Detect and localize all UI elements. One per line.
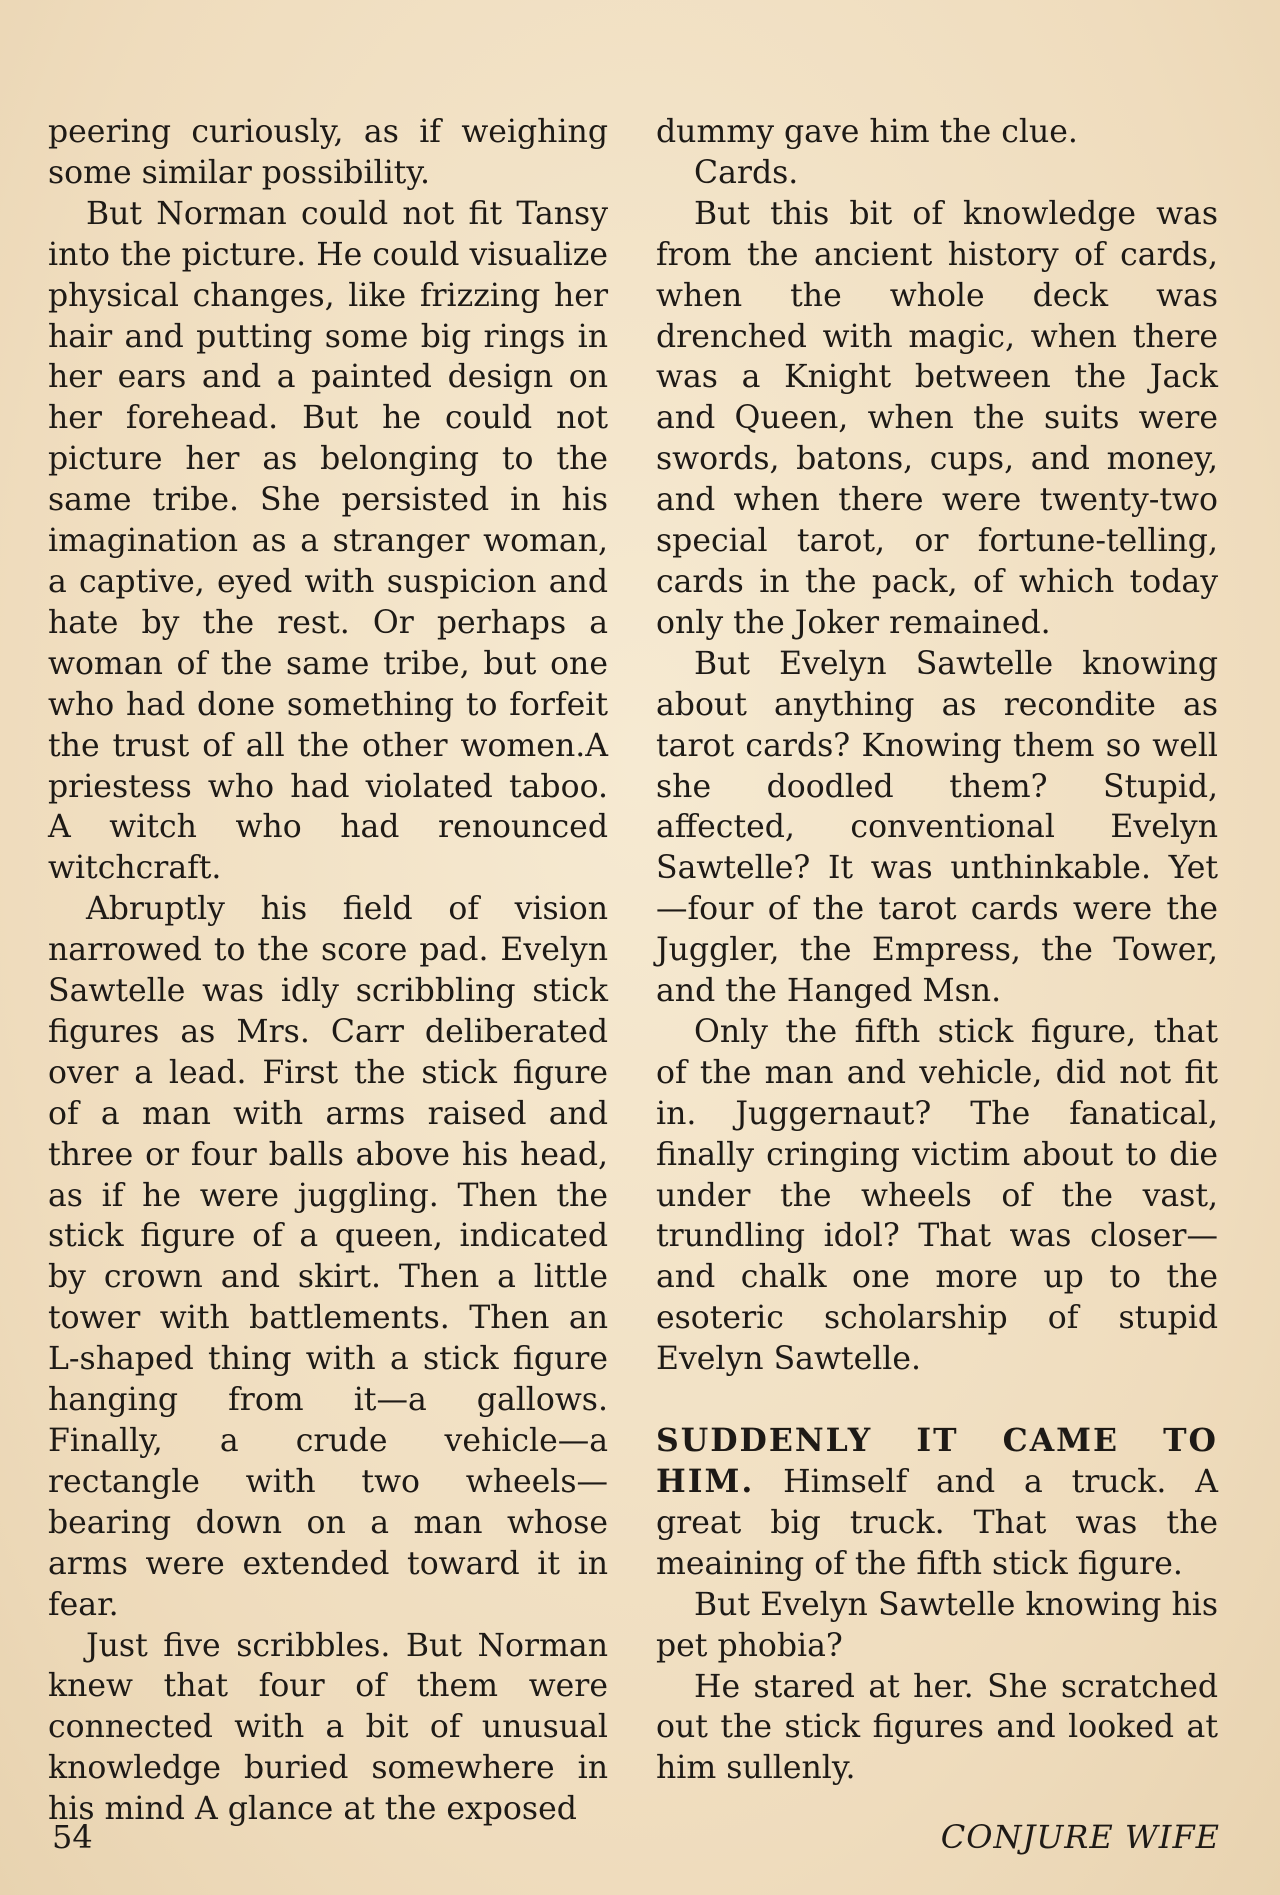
- page-number: 54: [52, 1818, 93, 1856]
- paragraph: He stared at her. She scratched out the stick figures and looked at him sullenly.: [656, 1668, 1218, 1787]
- paragraph: But Evelyn Sawtelle knowing about anything as recondite as tarot cards? Knowing them so well she doodled them? Stupid, affected, conventional Evelyn Sawtelle? It was unthinkable. Yet—four of the tarot cards were the Juggler, the Empress, the Tower, and the Hanged Msn.: [656, 645, 1218, 1010]
- paragraph: Only the fifth stick figure, that of the man and vehicle, did not fit in. Juggernaut? The fanatical, finally cringing victim about to die under the wheels of the vast, trundling idol? That was closer—and chalk one more up to the esoteric scholarship of stupid Evelyn Sawtelle.: [656, 1013, 1218, 1378]
- paragraph: Cards.: [694, 154, 799, 191]
- paragraph: Abruptly his field of vision narrowed to the score pad. Evelyn Sawtelle was idly scribbling stick figures as Mrs. Carr deliberated over a lead. First the stick figure of a man with arms raised and three or four balls above his head, as if he were juggling. Then the stick figure of a queen, indicated by crown and skirt. Then a little tower with battlements. Then an L-shaped thing with a stick figure hanging from it—a gallows. Finally, a crude vehicle—a rectangle with two wheels—bearing down on a man whose arms were extended toward it in fear.: [48, 891, 608, 1623]
- section-opening-paragraph: [656, 1421, 1218, 1585]
- section-lead-text: Himself and a truck. A great big truck. That was the meaining of the fifth stick figure.: [656, 1464, 1218, 1582]
- right-column: [656, 112, 1218, 1789]
- paragraph: But Evelyn Sawtelle knowing his pet phobia?: [656, 1586, 1218, 1664]
- section-lead-caps: SUDDENLY IT CAME TO HIM.: [656, 1422, 1218, 1500]
- paragraph: peering curiously, as if weighing some similar possibility.: [48, 114, 608, 191]
- paragraph: Just five scribbles. But Norman knew that four of them were connected with a bit of unusual knowledge buried somewhere in his mind A glance at the exposed: [48, 1627, 608, 1828]
- paragraph: dummy gave him the clue.: [656, 114, 1078, 150]
- running-title: CONJURE WIFE: [940, 1818, 1220, 1856]
- paragraph: But this bit of knowledge was from the ancient history of cards, when the whole deck was drenched with magic, when there was a Knight between the Jack and Queen, when the suits were swords, batons, cups, and money, and when there were twenty-two special tarot, or fortune-telling, cards in the pack, of which today only the Joker remained.: [656, 195, 1218, 641]
- paragraph: But Norman could not fit Tansy into the picture. He could visualize physical changes, like frizzing her hair and putting some big rings in her ears and a painted design on her forehead. But he could not picture her as belonging to the same tribe. She persisted in his imagination as a stranger woman, a captive, eyed with suspicion and hate by the rest. Or perhaps a woman of the same tribe, but one who had done something to forfeit the trust of all the other women.A priestess who had violated taboo. A witch who had renounced witchcraft.: [48, 195, 608, 887]
- left-column: [48, 112, 608, 1830]
